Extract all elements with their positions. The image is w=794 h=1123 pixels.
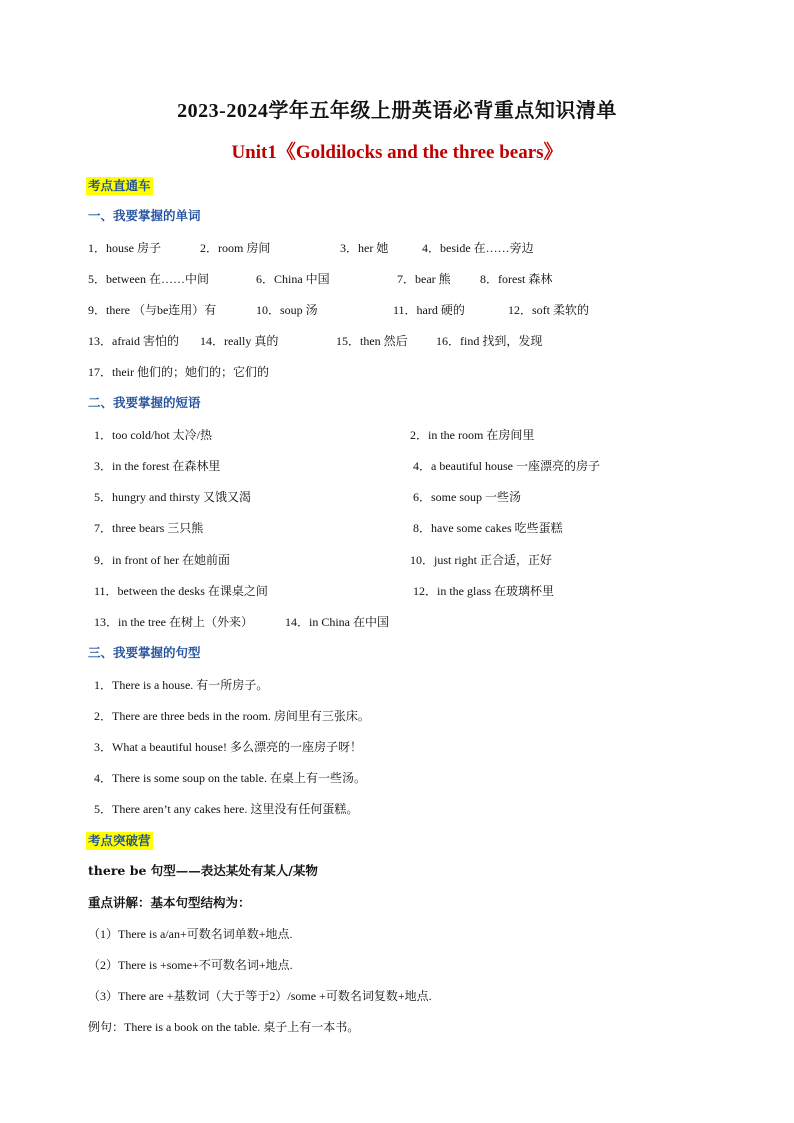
phrase-item: 8．have some cakes 吃些蛋糕: [413, 521, 563, 535]
highlight-heading-direct: 考点直通车: [88, 178, 151, 193]
example-sentence: 例句：There is a book on the table. 桌子上有一本书。: [88, 1020, 360, 1034]
word-item: 6．China 中国: [256, 272, 330, 286]
phrase-item: 13．in the tree 在树上（外来）: [94, 615, 253, 629]
sentence-item: 5．There aren’t any cakes here. 这里没有任何蛋糕。: [94, 802, 359, 816]
sentence-item: 2．There are three beds in the room. 房间里有三张床。: [94, 709, 370, 723]
word-item: 8．forest 森林: [480, 272, 553, 286]
word-item: 10．soup 汤: [256, 303, 318, 317]
sentence-item: 3．What a beautiful house! 多么漂亮的一座房子呀！: [94, 740, 362, 754]
phrase-item: 6．some soup 一些汤: [413, 490, 522, 504]
document-title: 2023-2024学年五年级上册英语必背重点知识清单: [177, 100, 617, 122]
word-item: 13．afraid 害怕的: [88, 334, 179, 348]
key-point-label: 重点讲解：基本句型结构为：: [88, 895, 251, 910]
section-sentences-heading: 三、我要掌握的句型: [88, 645, 201, 660]
rule-item: （1）There is a/an+可数名词单数+地点.: [88, 927, 293, 941]
word-item: 11．hard 硬的: [393, 303, 465, 317]
sentence-item: 1．There is a house. 有一所房子。: [94, 678, 269, 692]
word-item: 17．their 他们的；她们的；它们的: [88, 365, 269, 379]
phrase-item: 11．between the desks 在课桌之间: [94, 584, 268, 598]
rule-item: （3）There are +基数词（大于等于2）/some +可数名词复数+地点.: [88, 989, 432, 1003]
phrase-item: 9．in front of her 在她前面: [94, 553, 230, 567]
rule-item: （2）There is +some+不可数名词+地点.: [88, 958, 293, 972]
word-item: 16．find 找到，发现: [436, 334, 543, 348]
phrase-item: 2．in the room 在房间里: [410, 428, 535, 442]
word-item: 2．room 房间: [200, 241, 271, 255]
phrase-item: 14．in China 在中国: [285, 615, 389, 629]
grammar-title: there be 句型——表达某处有某人/某物: [88, 863, 318, 878]
section-words-heading: 一、我要掌握的单词: [88, 208, 201, 223]
word-item: 1．house 房子: [88, 241, 161, 255]
word-item: 7．bear 熊: [397, 272, 451, 286]
section-phrases-heading: 二、我要掌握的短语: [88, 395, 201, 410]
phrase-item: 7．three bears 三只熊: [94, 521, 204, 535]
phrase-item: 5．hungry and thirsty 又饿又渴: [94, 490, 251, 504]
phrase-item: 4．a beautiful house 一座漂亮的房子: [413, 459, 600, 473]
sentence-item: 4．There is some soup on the table. 在桌上有一些汤。: [94, 771, 366, 785]
phrase-item: 10．just right 正合适，正好: [410, 553, 553, 567]
unit-title: Unit1《Goldilocks and the three bears》: [231, 142, 563, 163]
word-item: 15．then 然后: [336, 334, 408, 348]
word-item: 3．her 她: [340, 241, 389, 255]
phrase-item: 1．too cold/hot 太冷/热: [94, 428, 212, 442]
word-item: 4．beside 在……旁边: [422, 241, 534, 255]
word-item: 12．soft 柔软的: [508, 303, 590, 317]
phrase-item: 12．in the glass 在玻璃杯里: [413, 584, 554, 598]
highlight-heading-breakthrough: 考点突破营: [88, 833, 151, 848]
word-item: 5．between 在……中间: [88, 272, 209, 286]
word-item: 14．really 真的: [200, 334, 279, 348]
word-item: 9．there （与be连用）有: [88, 303, 217, 317]
phrase-item: 3．in the forest 在森林里: [94, 459, 221, 473]
